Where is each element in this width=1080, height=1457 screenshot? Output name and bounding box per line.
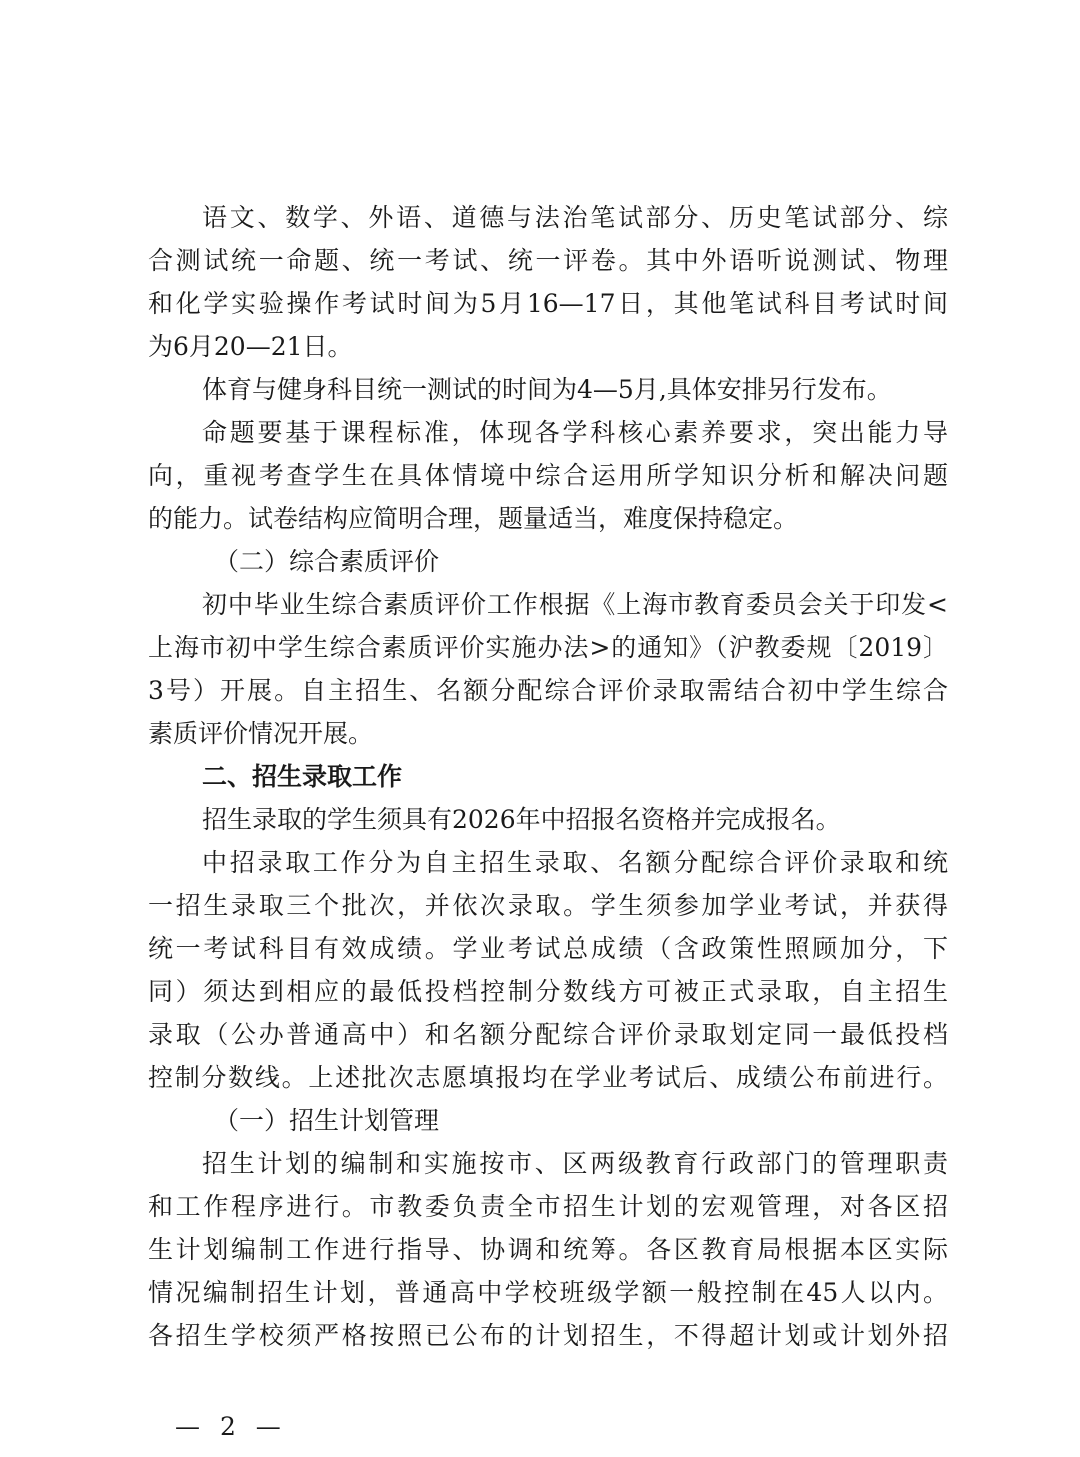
paragraph-line: 上海市初中学生综合素质评价实施办法>的通知》（沪教委规〔2019〕 [148, 633, 948, 662]
paragraph-line: 初中毕业生综合素质评价工作根据《上海市教育委员会关于印发< [202, 590, 948, 619]
paragraph-line: 体育与健身科目统一测试的时间为4—5月,具体安排另行发布。 [202, 375, 892, 404]
paragraph-line: 招生录取的学生须具有2026年中招报名资格并完成报名。 [202, 805, 841, 834]
subheading-comprehensive-evaluation: （二）综合素质评价 [214, 547, 440, 576]
paragraph-line: 向，重视考查学生在具体情境中综合运用所学知识分析和解决问题 [148, 461, 948, 490]
subheading-enrollment-plan: （一）招生计划管理 [214, 1106, 440, 1135]
paragraph-line: 语文、数学、外语、道德与法治笔试部分、历史笔试部分、综 [202, 203, 948, 232]
page-number: — 2 — [175, 1412, 287, 1441]
paragraph-line: 同）须达到相应的最低投档控制分数线方可被正式录取，自主招生 [148, 977, 948, 1006]
paragraph-line: 合测试统一命题、统一考试、统一评卷。其中外语听说测试、物理 [148, 246, 948, 275]
paragraph-line: 各招生学校须严格按照已公布的计划招生，不得超计划或计划外招 [148, 1321, 948, 1350]
paragraph-line: 和工作程序进行。市教委负责全市招生计划的宏观管理，对各区招 [148, 1192, 948, 1221]
paragraph-line: 的能力。试卷结构应简明合理，题量适当，难度保持稳定。 [148, 504, 799, 533]
paragraph-line: 招生计划的编制和实施按市、区两级教育行政部门的管理职责 [202, 1149, 948, 1178]
paragraph-line: 录取（公办普通高中）和名额分配综合评价录取划定同一最低投档 [148, 1020, 948, 1049]
paragraph-line: 生计划编制工作进行指导、协调和统筹。各区教育局根据本区实际 [148, 1235, 948, 1264]
paragraph-line: 中招录取工作分为自主招生录取、名额分配综合评价录取和统 [202, 848, 948, 877]
paragraph-line: 一招生录取三个批次，并依次录取。学生须参加学业考试，并获得 [148, 891, 948, 920]
paragraph-line: 情况编制招生计划，普通高中学校班级学额一般控制在45人以内。 [148, 1278, 948, 1307]
paragraph-line: 素质评价情况开展。 [148, 719, 374, 748]
section-heading-admission: 二、招生录取工作 [202, 762, 403, 791]
paragraph-line: 为6月20—21日。 [148, 332, 353, 361]
paragraph-line: 命题要基于课程标准，体现各学科核心素养要求，突出能力导 [202, 418, 948, 447]
paragraph-line: 统一考试科目有效成绩。学业考试总成绩（含政策性照顾加分，下 [148, 934, 948, 963]
document-body [148, 196, 948, 1357]
paragraph-line: 和化学实验操作考试时间为5月16—17日，其他笔试科目考试时间 [148, 289, 948, 318]
paragraph-line: 3号）开展。自主招生、名额分配综合评价录取需结合初中学生综合 [148, 676, 948, 705]
paragraph-line: 控制分数线。上述批次志愿填报均在学业考试后、成绩公布前进行。 [148, 1063, 948, 1092]
